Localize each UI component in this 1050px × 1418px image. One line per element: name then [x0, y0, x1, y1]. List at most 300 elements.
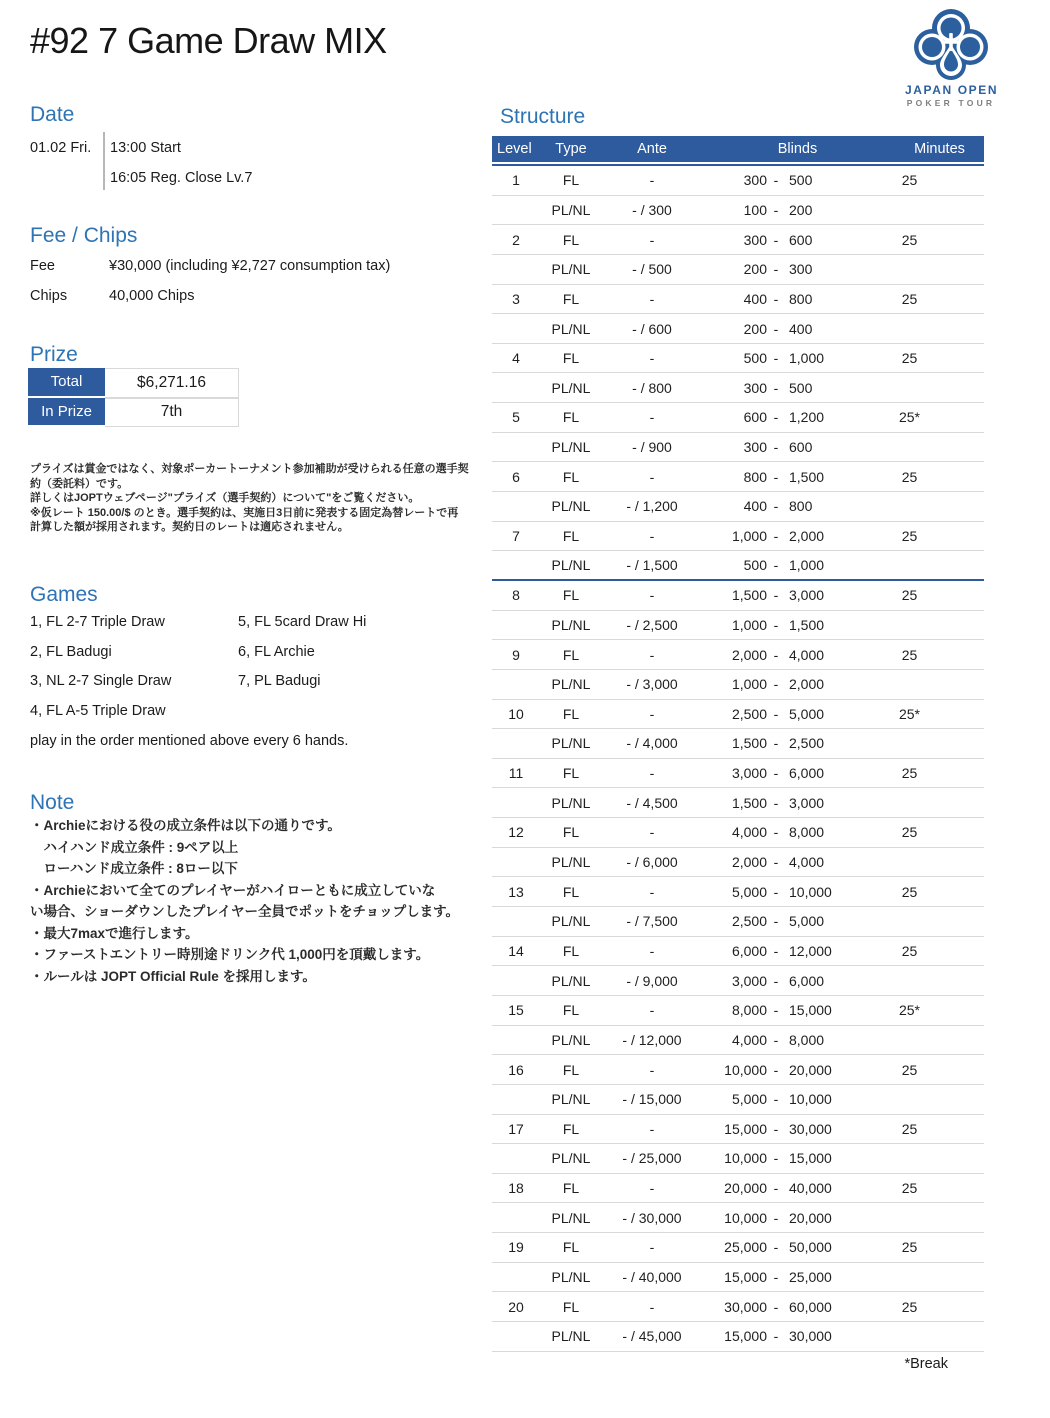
cell-sep: -	[773, 1269, 779, 1286]
cell-min: 25	[901, 172, 918, 189]
note-line: ・Archieにおいて全てのプレイヤーがハイローともに成立していな	[30, 882, 436, 898]
cell-ante: -	[649, 883, 655, 900]
cell-ante: - / 4,500	[626, 794, 678, 811]
cell-sb: 400	[743, 290, 767, 307]
structure-row	[492, 285, 984, 315]
structure-row	[492, 1026, 984, 1056]
cell-min: 25	[901, 942, 918, 959]
cell-type: FL	[562, 1180, 580, 1197]
cell-sb: 3,000	[731, 972, 767, 989]
cell-type: PL/NL	[551, 498, 591, 515]
structure-row	[492, 492, 984, 522]
date-value: 01.02 Fri.	[30, 140, 92, 156]
cell-bb: 8,000	[789, 824, 825, 841]
chips-label: Chips	[30, 288, 68, 304]
cell-sep: -	[773, 735, 779, 752]
cell-type: FL	[562, 883, 580, 900]
cell-type: FL	[562, 587, 580, 604]
cell-type: PL/NL	[551, 1209, 591, 1226]
cell-sb: 1,000	[731, 616, 767, 633]
cell-sb: 300	[743, 231, 767, 248]
cell-sb: 300	[743, 379, 767, 396]
cell-type: PL/NL	[551, 972, 591, 989]
cell-sep: -	[773, 1061, 779, 1078]
cell-level: 2	[512, 231, 520, 248]
cell-min: 25	[901, 528, 918, 544]
cell-type: FL	[562, 1002, 580, 1019]
cell-type: FL	[562, 231, 580, 248]
games-column-1	[30, 612, 235, 730]
cell-level: 19	[508, 1239, 524, 1256]
start-time: 13:00 Start	[110, 140, 181, 156]
cell-type: FL	[562, 942, 580, 959]
chips-value: 40,000 Chips	[109, 288, 195, 304]
cell-type: PL/NL	[551, 261, 591, 278]
cell-sb: 20,000	[724, 1180, 767, 1197]
cell-level: 8	[512, 587, 520, 604]
cell-sep: -	[773, 1031, 779, 1048]
cell-level: 5	[512, 409, 520, 426]
cell-sb: 10,000	[724, 1061, 767, 1078]
cell-sb: 1,000	[731, 528, 767, 544]
cell-ante: - / 40,000	[622, 1269, 682, 1286]
logo-text-poker-tour: POKER TOUR	[906, 98, 996, 108]
cell-type: FL	[562, 172, 580, 189]
cell-ante: -	[649, 942, 655, 959]
cell-type: PL/NL	[551, 1328, 591, 1345]
cell-sep: -	[773, 379, 779, 396]
cell-level: 9	[512, 646, 520, 663]
cell-ante: -	[649, 290, 655, 307]
cell-sep: -	[773, 765, 779, 782]
cell-min: 25*	[898, 1002, 921, 1019]
col-header-minutes: Minutes	[914, 141, 965, 157]
cell-sb: 2,500	[731, 913, 767, 930]
cell-level: 6	[512, 468, 520, 485]
cell-ante: - / 1,500	[626, 557, 678, 574]
cell-bb: 5,000	[789, 913, 825, 930]
cell-level: 12	[508, 824, 524, 841]
structure-row	[492, 1233, 984, 1263]
cell-bb: 800	[789, 290, 813, 307]
cell-sb: 5,000	[731, 1091, 767, 1108]
structure-row	[492, 166, 984, 196]
cell-ante: - / 3,000	[626, 676, 678, 693]
cell-sep: -	[773, 1180, 779, 1197]
cell-sep: -	[773, 1150, 779, 1167]
cell-type: FL	[562, 646, 580, 663]
cell-sb: 200	[743, 320, 767, 337]
cell-type: FL	[562, 290, 580, 307]
structure-row	[492, 1322, 984, 1352]
structure-rows	[492, 166, 984, 1352]
cell-bb: 4,000	[789, 646, 825, 663]
cell-sb: 1,500	[731, 794, 767, 811]
cell-min: 25	[901, 1061, 918, 1078]
structure-row	[492, 1115, 984, 1145]
club-clover-icon	[913, 8, 989, 80]
cell-type: FL	[562, 1061, 580, 1078]
cell-min: 25	[901, 1120, 918, 1137]
structure-row	[492, 551, 984, 581]
cell-bb: 12,000	[789, 942, 832, 959]
logo-text-japan-open: JAPAN OPEN	[905, 83, 999, 97]
cell-bb: 40,000	[789, 1180, 832, 1197]
structure-row	[492, 996, 984, 1026]
cell-sb: 10,000	[724, 1150, 767, 1167]
prize-total-label: Total	[28, 368, 105, 398]
cell-min: 25	[901, 1180, 918, 1197]
structure-row	[492, 522, 984, 552]
cell-min: 25	[901, 350, 918, 367]
cell-sb: 25,000	[724, 1239, 767, 1256]
cell-min: 25	[901, 1298, 918, 1315]
cell-ante: -	[649, 1120, 655, 1137]
cell-ante: -	[649, 1061, 655, 1078]
cell-bb: 2,000	[789, 676, 825, 693]
cell-ante: - / 900	[632, 439, 672, 456]
cell-type: PL/NL	[551, 1269, 591, 1286]
cell-min: 25	[901, 765, 918, 782]
game-item: 6, FL Archie	[238, 643, 315, 660]
cell-type: PL/NL	[551, 201, 591, 218]
cell-bb: 60,000	[789, 1298, 832, 1315]
cell-bb: 30,000	[789, 1328, 832, 1345]
cell-ante: - / 6,000	[626, 854, 678, 871]
cell-ante: -	[649, 231, 655, 248]
date-heading: Date	[30, 103, 75, 126]
structure-row	[492, 373, 984, 403]
cell-sb: 500	[743, 557, 767, 574]
cell-bb: 25,000	[789, 1269, 832, 1286]
cell-type: PL/NL	[551, 794, 591, 811]
cell-ante: -	[649, 587, 655, 604]
cell-ante: - / 45,000	[622, 1328, 682, 1345]
cell-bb: 30,000	[789, 1120, 832, 1137]
games-column-2	[238, 612, 443, 701]
structure-row	[492, 1085, 984, 1115]
cell-sep: -	[773, 439, 779, 456]
cell-type: PL/NL	[551, 439, 591, 456]
cell-sb: 200	[743, 261, 767, 278]
cell-sb: 100	[743, 201, 767, 218]
game-item: 2, FL Badugi	[30, 643, 112, 660]
structure-row	[492, 1174, 984, 1204]
cell-sb: 15,000	[724, 1120, 767, 1137]
cell-level: 16	[508, 1061, 524, 1078]
cell-bb: 15,000	[789, 1002, 832, 1019]
cell-min: 25	[901, 883, 918, 900]
structure-row	[492, 225, 984, 255]
reg-close-time: 16:05 Reg. Close Lv.7	[110, 170, 253, 186]
structure-row	[492, 462, 984, 492]
cell-bb: 20,000	[789, 1209, 832, 1226]
cell-level: 20	[508, 1298, 524, 1315]
cell-ante: - / 9,000	[626, 972, 678, 989]
cell-type: PL/NL	[551, 557, 591, 574]
cell-level: 13	[508, 883, 524, 900]
cell-sep: -	[773, 1328, 779, 1345]
fee-label: Fee	[30, 258, 55, 274]
structure-row	[492, 907, 984, 937]
structure-row	[492, 877, 984, 907]
note-line: ・ルールは JOPT Official Rule を採用します。	[30, 968, 316, 984]
cell-bb: 600	[789, 439, 813, 456]
structure-row	[492, 818, 984, 848]
cell-type: PL/NL	[551, 1150, 591, 1167]
cell-type: FL	[562, 1298, 580, 1315]
cell-min: 25	[901, 231, 918, 248]
cell-sb: 2,500	[731, 705, 767, 722]
cell-sep: -	[773, 824, 779, 841]
cell-type: FL	[562, 824, 580, 841]
cell-ante: -	[649, 172, 655, 189]
cell-sep: -	[773, 1091, 779, 1108]
col-header-type: Type	[555, 141, 587, 157]
cell-ante: - / 7,500	[626, 913, 678, 930]
page-title: #92 7 Game Draw MIX	[30, 20, 387, 61]
cell-bb: 400	[789, 320, 813, 337]
cell-min: 25	[901, 587, 918, 604]
cell-bb: 1,500	[789, 468, 825, 485]
cell-level: 10	[508, 705, 524, 722]
game-item: 5, FL 5card Draw Hi	[238, 614, 367, 630]
cell-sep: -	[773, 646, 779, 663]
prize-inprize-label: In Prize	[28, 398, 105, 428]
cell-bb: 300	[789, 261, 813, 278]
note-line: ローハンド成立条件 : 8ロー以下	[30, 861, 238, 876]
cell-type: PL/NL	[551, 854, 591, 871]
cell-bb: 1,000	[789, 350, 825, 367]
note-list	[30, 815, 490, 987]
note-line: い場合、ショーダウンしたプレイヤー全員でポットをチョップします。	[30, 904, 460, 919]
cell-type: FL	[562, 528, 580, 544]
cell-sb: 300	[743, 172, 767, 189]
structure-row	[492, 670, 984, 700]
structure-row	[492, 196, 984, 226]
cell-min: 25*	[898, 705, 921, 722]
cell-ante: -	[649, 646, 655, 663]
chips-row	[30, 286, 460, 306]
cell-type: FL	[562, 468, 580, 485]
cell-bb: 6,000	[789, 765, 825, 782]
cell-sep: -	[773, 1239, 779, 1256]
prize-row-total	[28, 368, 239, 398]
prize-total-value: $6,271.16	[105, 368, 239, 398]
cell-level: 11	[508, 765, 524, 782]
cell-sb: 300	[743, 439, 767, 456]
cell-sb: 3,000	[731, 765, 767, 782]
cell-sep: -	[773, 1120, 779, 1137]
cell-ante: - / 800	[632, 379, 672, 396]
structure-table	[492, 136, 984, 1352]
cell-ante: - / 600	[632, 320, 672, 337]
cell-sb: 6,000	[731, 942, 767, 959]
cell-sep: -	[773, 913, 779, 930]
prize-row-inprize	[28, 398, 239, 428]
cell-sep: -	[773, 261, 779, 278]
cell-sb: 1,500	[731, 735, 767, 752]
cell-bb: 4,000	[789, 854, 825, 871]
cell-sep: -	[773, 794, 779, 811]
cell-type: FL	[562, 1120, 580, 1137]
cell-type: FL	[562, 705, 580, 722]
cell-sb: 2,000	[731, 854, 767, 871]
cell-sb: 4,000	[731, 1031, 767, 1048]
cell-ante: - / 4,000	[626, 735, 678, 752]
cell-bb: 800	[789, 498, 813, 515]
cell-bb: 1,000	[789, 557, 825, 574]
disclaimer-line: 詳しくはJOPTウェブページ"プライズ（選手契約）について"をご覧ください。	[30, 492, 420, 505]
game-item: 4, FL A-5 Triple Draw	[30, 702, 166, 719]
cell-ante: - / 2,500	[626, 616, 678, 633]
cell-ante: -	[649, 1180, 655, 1197]
cell-sb: 15,000	[724, 1269, 767, 1286]
note-line: ・最大7maxで進行します。	[30, 925, 199, 941]
cell-bb: 600	[789, 231, 813, 248]
cell-sep: -	[773, 676, 779, 693]
cell-sep: -	[773, 1209, 779, 1226]
cell-min: 25	[901, 1239, 918, 1256]
cell-bb: 1,200	[789, 409, 825, 426]
col-header-ante: Ante	[637, 141, 667, 157]
prize-inprize-value: 7th	[105, 398, 239, 428]
cell-ante: -	[649, 705, 655, 722]
cell-sep: -	[773, 201, 779, 218]
note-line: ハイハンド成立条件 : 9ペア以上	[30, 839, 239, 855]
game-item: 1, FL 2-7 Triple Draw	[30, 614, 165, 630]
structure-row	[492, 966, 984, 996]
cell-ante: -	[649, 350, 655, 367]
cell-sb: 5,000	[731, 883, 767, 900]
fee-row	[30, 256, 460, 276]
cell-ante: -	[649, 765, 655, 782]
structure-row	[492, 1055, 984, 1085]
structure-row	[492, 611, 984, 641]
cell-sb: 400	[743, 498, 767, 515]
cell-ante: - / 1,200	[626, 498, 678, 515]
col-header-blinds: Blinds	[777, 141, 818, 157]
cell-ante: - / 500	[632, 261, 672, 278]
disclaimer-line: 約（委託料）です。	[30, 477, 129, 490]
structure-row	[492, 1263, 984, 1293]
cell-level: 17	[508, 1120, 524, 1137]
structure-row	[492, 314, 984, 344]
cell-bb: 6,000	[789, 972, 825, 989]
cell-sb: 500	[743, 350, 767, 367]
prize-heading: Prize	[30, 343, 78, 366]
cell-type: PL/NL	[551, 735, 591, 752]
cell-sep: -	[773, 587, 779, 604]
date-divider	[103, 132, 105, 190]
cell-sep: -	[773, 705, 779, 722]
structure-row	[492, 1144, 984, 1174]
structure-row	[492, 1292, 984, 1322]
note-line: ・Archieにおける役の成立条件は以下の通りです。	[30, 818, 341, 833]
cell-ante: -	[649, 468, 655, 485]
note-heading: Note	[30, 791, 75, 814]
cell-bb: 10,000	[789, 1091, 832, 1108]
structure-row	[492, 640, 984, 670]
cell-sep: -	[773, 616, 779, 633]
cell-type: PL/NL	[551, 320, 591, 337]
cell-sep: -	[773, 942, 779, 959]
prize-table	[28, 368, 239, 427]
cell-type: PL/NL	[551, 1091, 591, 1108]
cell-bb: 500	[789, 172, 813, 189]
structure-row	[492, 788, 984, 818]
cell-bb: 50,000	[789, 1239, 832, 1256]
cell-sb: 8,000	[731, 1002, 767, 1019]
cell-sep: -	[773, 883, 779, 900]
cell-sb: 10,000	[724, 1209, 767, 1226]
structure-row	[492, 700, 984, 730]
structure-row	[492, 1203, 984, 1233]
cell-sep: -	[773, 409, 779, 426]
games-footer: play in the order mentioned above every 6 hands.	[30, 733, 349, 749]
disclaimer-line: プライズは賞金ではなく、対象ポーカートーナメント参加補助が受けられる任意の選手契	[30, 463, 469, 475]
cell-type: FL	[562, 1239, 580, 1256]
structure-row	[492, 848, 984, 878]
cell-bb: 500	[789, 379, 813, 396]
cell-ante: -	[649, 528, 655, 544]
cell-bb: 3,000	[789, 794, 825, 811]
cell-level: 1	[512, 172, 520, 189]
cell-bb: 200	[789, 201, 813, 218]
structure-row	[492, 403, 984, 433]
cell-sep: -	[773, 854, 779, 871]
cell-sb: 800	[743, 468, 767, 485]
cell-type: PL/NL	[551, 616, 591, 633]
cell-bb: 1,500	[789, 616, 825, 633]
cell-bb: 5,000	[789, 705, 825, 722]
cell-sep: -	[773, 290, 779, 307]
structure-row	[492, 937, 984, 967]
cell-type: FL	[562, 350, 580, 367]
fee-value: ¥30,000 (including ¥2,727 consumption tax)	[109, 258, 391, 274]
structure-row	[492, 729, 984, 759]
cell-level: 7	[512, 528, 520, 544]
cell-type: PL/NL	[551, 676, 591, 693]
jopt-logo	[905, 8, 997, 108]
cell-sb: 1,000	[731, 676, 767, 693]
cell-ante: - / 25,000	[622, 1150, 682, 1167]
cell-ante: - / 300	[632, 201, 672, 218]
cell-min: 25	[901, 824, 918, 841]
cell-sep: -	[773, 231, 779, 248]
cell-min: 25	[901, 468, 918, 485]
cell-bb: 10,000	[789, 883, 832, 900]
cell-level: 4	[512, 350, 520, 367]
cell-min: 25	[901, 290, 918, 307]
cell-bb: 8,000	[789, 1031, 825, 1048]
structure-row	[492, 581, 984, 611]
cell-ante: -	[649, 1239, 655, 1256]
cell-sb: 4,000	[731, 824, 767, 841]
cell-level: 18	[508, 1180, 524, 1197]
cell-ante: -	[649, 409, 655, 426]
structure-row	[492, 759, 984, 789]
game-item: 3, NL 2-7 Single Draw	[30, 673, 172, 689]
cell-bb: 15,000	[789, 1150, 832, 1167]
structure-table-header	[492, 136, 984, 162]
cell-min: 25*	[898, 409, 921, 426]
col-header-level: Level	[497, 141, 532, 157]
cell-type: FL	[562, 409, 580, 426]
games-heading: Games	[30, 583, 98, 606]
cell-sb: 600	[743, 409, 767, 426]
cell-bb: 3,000	[789, 587, 825, 604]
